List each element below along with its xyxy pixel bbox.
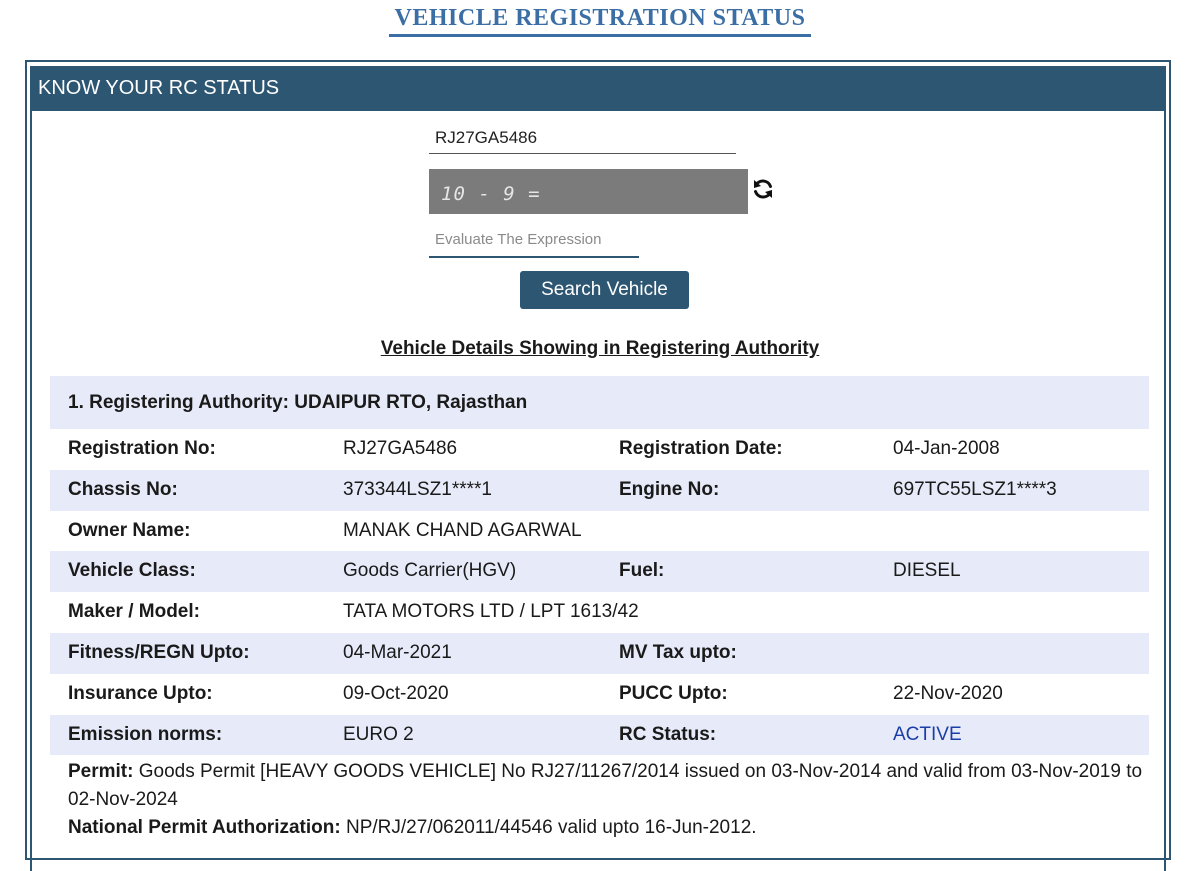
permit-notes: [68, 758, 1143, 842]
table-row: [50, 551, 1149, 592]
national-permit-text: NP/RJ/27/062011/44546 valid upto 16-Jun-2012.: [345, 817, 757, 838]
row-value: DIESEL: [893, 560, 961, 582]
details-heading: Vehicle Details Showing in Registering Authority: [380, 338, 820, 359]
row-label: PUCC Upto:: [619, 682, 728, 704]
table-row: [50, 429, 1149, 470]
row-label: MV Tax upto:: [619, 641, 737, 663]
row-label: Vehicle Class:: [68, 560, 196, 582]
panel-header: KNOW YOUR RC STATUS: [30, 66, 1166, 111]
page-title: [0, 4, 1200, 37]
row-value: EURO 2: [343, 723, 414, 745]
captcha-answer-input[interactable]: [429, 222, 639, 258]
row-value: 09-Oct-2020: [343, 682, 449, 704]
row-label: Registration Date:: [619, 438, 783, 459]
row-label: Registration No:: [68, 438, 216, 459]
refresh-icon[interactable]: [751, 177, 775, 201]
row-label: Emission norms:: [68, 723, 223, 745]
page-title-text: VEHICLE REGISTRATION STATUS: [389, 4, 812, 37]
registering-authority: 1. Registering Authority: UDAIPUR RTO, Rajasthan: [50, 376, 1149, 429]
permit-text: Goods Permit [HEAVY GOODS VEHICLE] No RJ27/11267/2014 issued on 03-Nov-2014 and valid from 03-Nov-2019 to 02-Nov-2024: [68, 761, 1143, 810]
national-permit-line: [68, 814, 1143, 842]
table-row: [50, 592, 1149, 633]
national-permit-label: National Permit Authorization:: [68, 817, 341, 838]
row-value: MANAK CHAND AGARWAL: [343, 519, 582, 541]
rc-status-value: ACTIVE: [893, 723, 962, 745]
row-value: 22-Nov-2020: [893, 682, 1003, 704]
row-value: Goods Carrier(HGV): [343, 560, 517, 582]
row-label: RC Status:: [619, 723, 717, 745]
row-label: Fitness/REGN Upto:: [68, 641, 250, 663]
row-value: 697TC55LSZ1****3: [893, 478, 1057, 500]
row-label: Chassis No:: [68, 478, 178, 500]
permit-line: [68, 758, 1143, 814]
row-label: Engine No:: [619, 478, 720, 500]
row-label: Insurance Upto:: [68, 682, 213, 704]
row-label: Owner Name:: [68, 519, 191, 541]
row-label: Fuel:: [619, 560, 665, 582]
row-value: 04-Jan-2008: [893, 438, 1000, 459]
table-row: [50, 511, 1149, 552]
table-row: [50, 674, 1149, 715]
table-row: [50, 470, 1149, 511]
search-vehicle-button[interactable]: Search Vehicle: [520, 271, 689, 309]
row-label: Maker / Model:: [68, 601, 200, 623]
row-value: 373344LSZ1****1: [343, 478, 492, 500]
registration-number-input[interactable]: [429, 122, 736, 154]
table-row: [50, 715, 1149, 756]
vehicle-details-table: [50, 429, 1149, 755]
captcha-image: 10 - 9 =: [429, 169, 748, 214]
permit-label: Permit:: [68, 761, 134, 782]
row-value: RJ27GA5486: [343, 438, 458, 459]
row-value: TATA MOTORS LTD / LPT 1613/42: [343, 601, 639, 623]
row-value: 04-Mar-2021: [343, 641, 452, 663]
table-row: [50, 633, 1149, 674]
